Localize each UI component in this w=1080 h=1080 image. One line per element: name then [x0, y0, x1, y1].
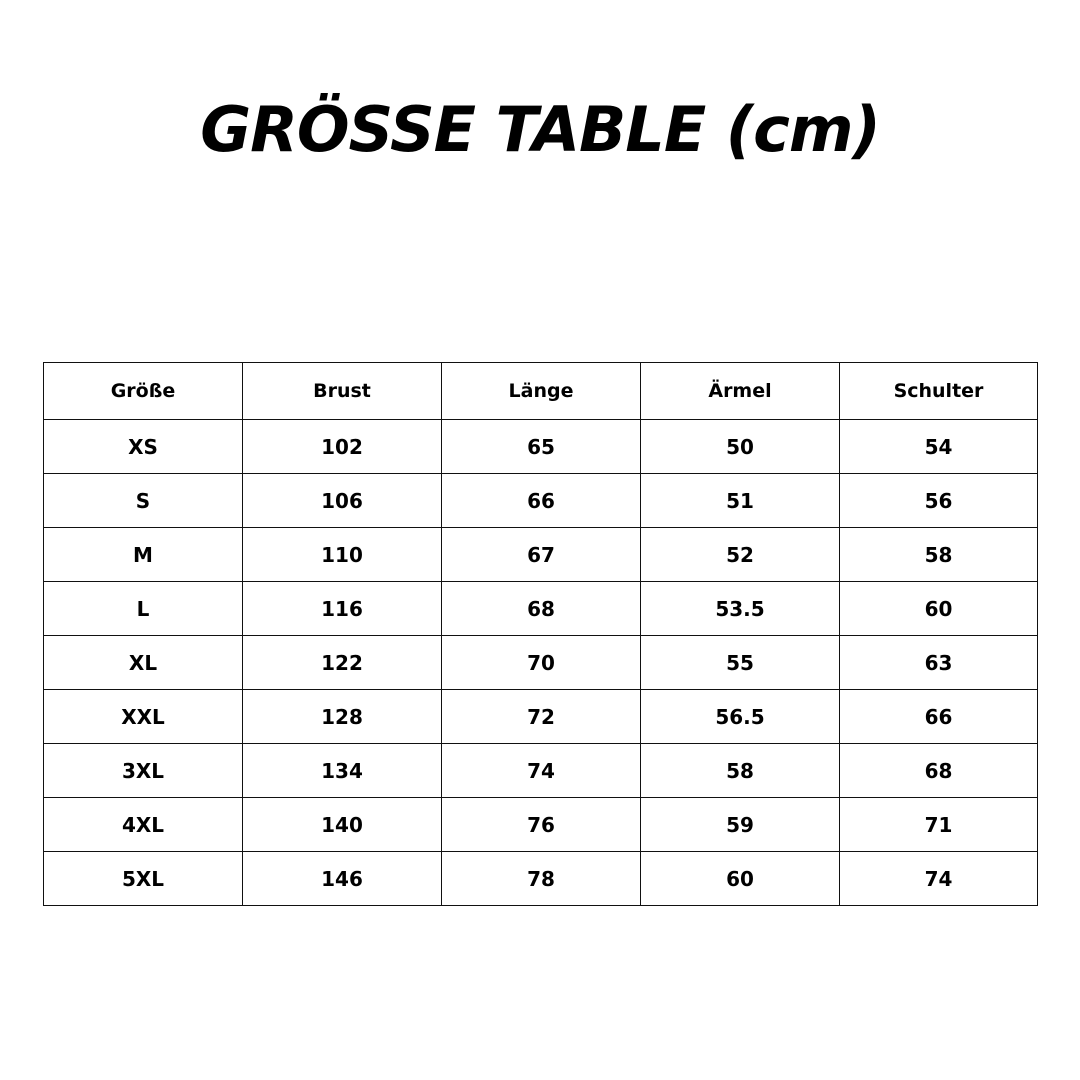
cell-shoulder: 56: [840, 474, 1038, 528]
cell-shoulder: 71: [840, 798, 1038, 852]
table-header: [44, 363, 1038, 420]
cell-chest: 102: [243, 420, 442, 474]
cell-sleeve: 55: [641, 636, 840, 690]
cell-sleeve: 50: [641, 420, 840, 474]
column-header-laenge: Länge: [442, 363, 641, 420]
table-row: [44, 582, 1038, 636]
cell-chest: 106: [243, 474, 442, 528]
cell-length: 65: [442, 420, 641, 474]
column-header-brust: Brust: [243, 363, 442, 420]
table-header-row: [44, 363, 1038, 420]
table-row: [44, 852, 1038, 906]
table-row: [44, 690, 1038, 744]
cell-shoulder: 66: [840, 690, 1038, 744]
cell-chest: 110: [243, 528, 442, 582]
cell-shoulder: 63: [840, 636, 1038, 690]
cell-size: 5XL: [44, 852, 243, 906]
cell-length: 74: [442, 744, 641, 798]
column-header-aermel: Ärmel: [641, 363, 840, 420]
cell-shoulder: 74: [840, 852, 1038, 906]
cell-size: XXL: [44, 690, 243, 744]
cell-chest: 116: [243, 582, 442, 636]
cell-length: 67: [442, 528, 641, 582]
table-row: [44, 420, 1038, 474]
cell-size: L: [44, 582, 243, 636]
cell-shoulder: 68: [840, 744, 1038, 798]
table-row: [44, 636, 1038, 690]
cell-length: 78: [442, 852, 641, 906]
cell-length: 68: [442, 582, 641, 636]
size-table-container: [43, 362, 1037, 906]
size-table: [43, 362, 1038, 906]
cell-length: 72: [442, 690, 641, 744]
cell-length: 76: [442, 798, 641, 852]
cell-chest: 146: [243, 852, 442, 906]
cell-chest: 134: [243, 744, 442, 798]
cell-shoulder: 54: [840, 420, 1038, 474]
cell-sleeve: 60: [641, 852, 840, 906]
cell-length: 66: [442, 474, 641, 528]
cell-shoulder: 58: [840, 528, 1038, 582]
cell-sleeve: 53.5: [641, 582, 840, 636]
table-row: [44, 744, 1038, 798]
cell-shoulder: 60: [840, 582, 1038, 636]
cell-chest: 122: [243, 636, 442, 690]
cell-size: 4XL: [44, 798, 243, 852]
cell-length: 70: [442, 636, 641, 690]
cell-sleeve: 58: [641, 744, 840, 798]
cell-size: XL: [44, 636, 243, 690]
cell-size: M: [44, 528, 243, 582]
table-row: [44, 528, 1038, 582]
cell-sleeve: 56.5: [641, 690, 840, 744]
cell-size: 3XL: [44, 744, 243, 798]
cell-size: XS: [44, 420, 243, 474]
page-title: GRÖSSE TABLE (cm): [200, 93, 880, 166]
column-header-schulter: Schulter: [840, 363, 1038, 420]
cell-chest: 140: [243, 798, 442, 852]
cell-sleeve: 52: [641, 528, 840, 582]
table-row: [44, 798, 1038, 852]
table-row: [44, 474, 1038, 528]
cell-sleeve: 59: [641, 798, 840, 852]
cell-sleeve: 51: [641, 474, 840, 528]
column-header-groesse: Größe: [44, 363, 243, 420]
table-body: [44, 420, 1038, 906]
cell-chest: 128: [243, 690, 442, 744]
cell-size: S: [44, 474, 243, 528]
